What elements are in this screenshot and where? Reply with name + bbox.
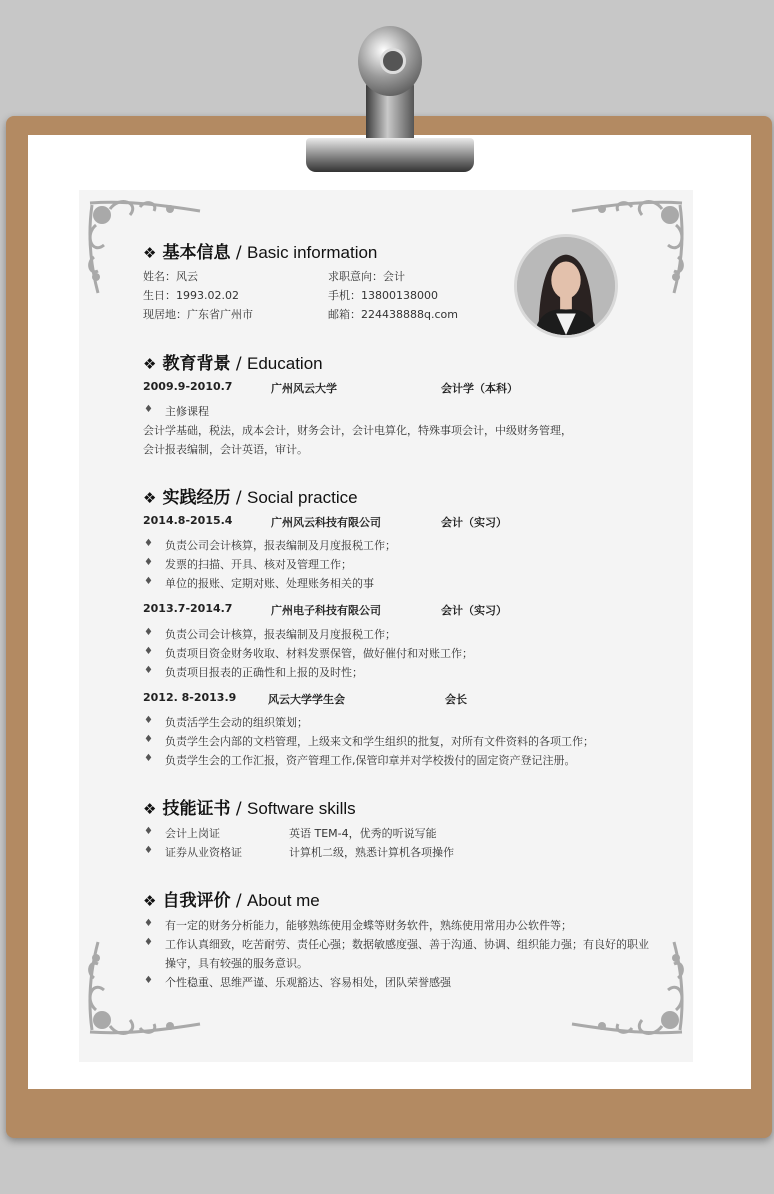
title-cn: 教育背景: [162, 354, 231, 374]
section-title-practice: ❖ 实践经历 / Social practice: [143, 488, 358, 508]
job-item: 负责公司会计核算，报表编制及月度报税工作；: [165, 539, 396, 552]
diamond-bullet-icon: ♦: [144, 734, 153, 745]
diamond-bullet-icon: ♦: [144, 557, 153, 568]
skill-desc: 计算机二级，熟悉计算机各项操作: [289, 846, 454, 859]
job-period: 2013.7-2014.7: [143, 602, 233, 615]
basic-field: 姓名：风云: [143, 270, 198, 283]
diamond-bullet-icon: ❖: [143, 800, 157, 818]
title-cn: 基本信息: [162, 243, 231, 263]
basic-field: 邮箱：224438888q.com: [328, 308, 458, 321]
job-item: 负责项目报表的正确性和上报的及时性；: [165, 666, 363, 679]
job-item: 负责公司会计核算，报表编制及月度报税工作；: [165, 628, 396, 641]
job-item: 发票的扫描、开具、核对及管理工作；: [165, 558, 352, 571]
diamond-bullet-icon: ♦: [144, 576, 153, 587]
diamond-bullet-icon: ♦: [144, 665, 153, 676]
job-role: 会计（实习）: [441, 516, 507, 529]
diamond-bullet-icon: ❖: [143, 892, 157, 910]
courses-text: 会计学基础，税法，成本会计，财务会计，会计电算化，特殊事项会计，中级财务管理，: [143, 424, 572, 437]
job-org: 广州电子科技有限公司: [271, 604, 381, 617]
job-role: 会计（实习）: [441, 604, 507, 617]
title-en: Social practice: [247, 488, 358, 507]
title-en: About me: [247, 891, 320, 910]
title-cn: 技能证书: [162, 799, 231, 819]
job-item: 负责学生会的工作汇报，资产管理工作,保管印章并对学校拨付的固定资产登记注册。: [165, 754, 576, 767]
diamond-bullet-icon: ♦: [144, 404, 153, 415]
job-item: 负责学生会内部的文档管理，上级来文和学生组织的批复，对所有文件资料的各项工作；: [165, 735, 594, 748]
binder-clip-icon: [306, 22, 474, 178]
diamond-bullet-icon: ♦: [144, 937, 153, 948]
job-item: 单位的报账、定期对账、处理账务相关的事: [165, 577, 374, 590]
basic-field: 生日：1993.02.02: [143, 289, 239, 302]
diamond-bullet-icon: ♦: [144, 975, 153, 986]
job-role: 会长: [445, 693, 467, 706]
diamond-bullet-icon: ♦: [144, 845, 153, 856]
job-period: 2014.8-2015.4: [143, 514, 233, 527]
basic-field: 手机：13800138000: [328, 289, 438, 302]
diamond-bullet-icon: ♦: [144, 627, 153, 638]
diamond-bullet-icon: ♦: [144, 753, 153, 764]
diamond-bullet-icon: ♦: [144, 826, 153, 837]
profile-photo: [514, 234, 618, 338]
job-org: 广州风云科技有限公司: [271, 516, 381, 529]
section-title-about: ❖ 自我评价 / About me: [143, 891, 320, 911]
about-item: 工作认真细致，吃苦耐劳、责任心强；数据敏感度强、善于沟通、协调、组织能力强；有良好的职业: [165, 938, 649, 951]
job-period: 2012. 8-2013.9: [143, 691, 237, 704]
title-en: Software skills: [247, 799, 356, 818]
diamond-bullet-icon: ❖: [143, 355, 157, 373]
job-item: 负责项目资金财务收取、材料发票保管，做好催付和对账工作；: [165, 647, 473, 660]
courses-text: 会计报表编制，会计英语，审计。: [143, 443, 308, 456]
courses-label: 主修课程: [165, 405, 209, 418]
job-item: 负责活学生会动的组织策划；: [165, 716, 308, 729]
section-title-basic: ❖ 基本信息 / Basic information: [143, 243, 378, 263]
diamond-bullet-icon: ❖: [143, 489, 157, 507]
edu-school: 广州风云大学: [271, 382, 337, 395]
diamond-bullet-icon: ♦: [144, 918, 153, 929]
diamond-bullet-icon: ♦: [144, 715, 153, 726]
basic-field: 求职意向：会计: [328, 270, 405, 283]
title-en: Education: [247, 354, 323, 373]
basic-field: 现居地：广东省广州市: [143, 308, 253, 321]
about-item: 有一定的财务分析能力，能够熟练使用金蝶等财务软件，熟练使用常用办公软件等；: [165, 919, 572, 932]
skill-cert: 证券从业资格证: [165, 846, 242, 859]
diamond-bullet-icon: ❖: [143, 244, 157, 262]
section-title-education: ❖ 教育背景 / Education: [143, 354, 323, 374]
title-en: Basic information: [247, 243, 378, 262]
diamond-bullet-icon: ♦: [144, 646, 153, 657]
about-item: 个性稳重、思维严谨、乐观豁达、容易相处，团队荣誉感强: [165, 976, 451, 989]
section-title-skills: ❖ 技能证书 / Software skills: [143, 799, 356, 819]
title-cn: 自我评价: [162, 891, 231, 911]
skill-cert: 会计上岗证: [165, 827, 220, 840]
title-cn: 实践经历: [162, 488, 231, 508]
skill-desc: 英语 TEM-4，优秀的听说写能: [289, 827, 437, 840]
diamond-bullet-icon: ♦: [144, 538, 153, 549]
job-org: 风云大学学生会: [268, 693, 345, 706]
edu-period: 2009.9-2010.7: [143, 380, 233, 393]
edu-major: 会计学（本科）: [441, 382, 518, 395]
about-item: 操守，具有较强的服务意识。: [165, 957, 308, 970]
